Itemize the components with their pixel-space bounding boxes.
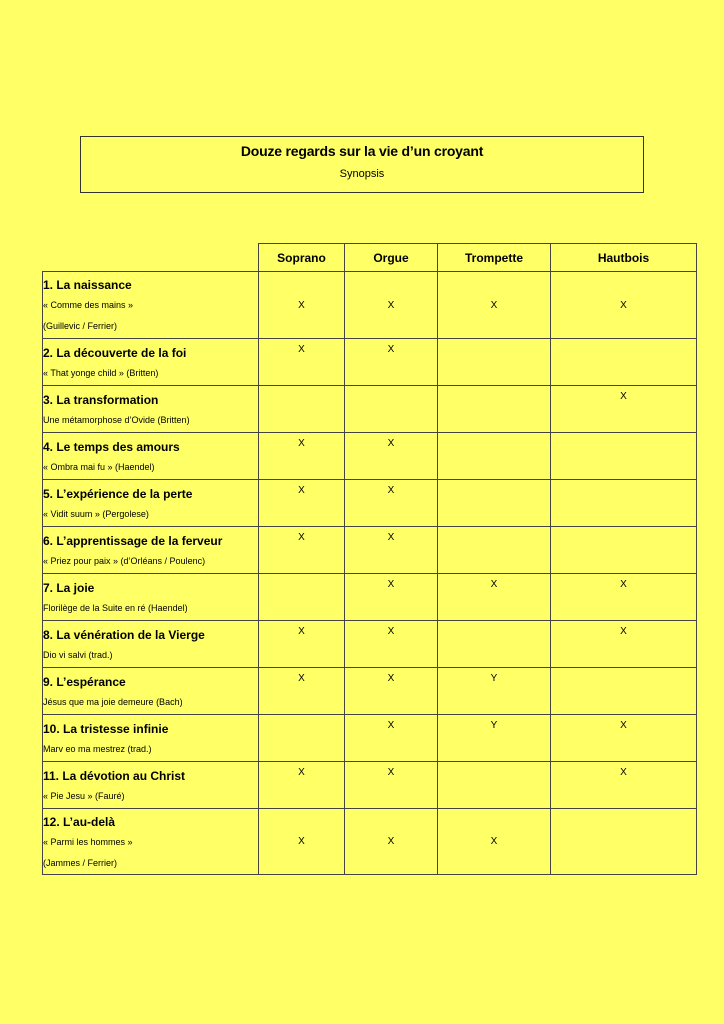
mark-orgue: X	[345, 527, 438, 574]
piece-subtitle: « Ombra mai fu » (Haendel)	[43, 461, 155, 472]
mark-trompette: Y	[438, 715, 551, 762]
mark-trompette	[438, 339, 551, 386]
mark-trompette	[438, 762, 551, 809]
piece-subtitle: Marv eo ma mestrez (trad.)	[43, 743, 152, 754]
piece-cell	[43, 339, 259, 386]
piece-title: 2. La découverte de la foi	[43, 345, 187, 360]
table-row	[43, 433, 697, 480]
table-header-row	[43, 244, 697, 272]
mark-trompette: Y	[438, 668, 551, 715]
piece-cell	[43, 621, 259, 668]
mark-hautbois	[551, 809, 697, 875]
table-row	[43, 386, 697, 433]
mark-hautbois	[551, 480, 697, 527]
piece-title: 11. La dévotion au Christ	[43, 768, 186, 783]
mark-soprano: X	[259, 762, 345, 809]
piece-cell	[43, 762, 259, 809]
column-header-orgue: Orgue	[345, 244, 438, 272]
mark-orgue: X	[345, 339, 438, 386]
synopsis-table	[42, 243, 697, 875]
mark-hautbois	[551, 433, 697, 480]
table-row	[43, 339, 697, 386]
mark-soprano	[259, 715, 345, 762]
table-row	[43, 715, 697, 762]
mark-trompette	[438, 480, 551, 527]
mark-soprano: X	[259, 809, 345, 875]
table-row	[43, 527, 697, 574]
mark-hautbois	[551, 339, 697, 386]
piece-cell	[43, 715, 259, 762]
piece-subtitle: Une métamorphose d’Ovide (Britten)	[43, 414, 190, 425]
mark-hautbois: X	[551, 621, 697, 668]
piece-subtitle: Dio vi salvi (trad.)	[43, 649, 113, 660]
document-title: Douze regards sur la vie d’un croyant	[240, 143, 484, 159]
table-row	[43, 272, 697, 339]
table-row	[43, 480, 697, 527]
table-row	[43, 809, 697, 875]
mark-hautbois: X	[551, 386, 697, 433]
mark-orgue: X	[345, 621, 438, 668]
table-row	[43, 574, 697, 621]
mark-hautbois: X	[551, 574, 697, 621]
piece-credits: (Jammes / Ferrier)	[43, 857, 117, 868]
piece-cell	[43, 527, 259, 574]
piece-subtitle: « Vidit suum » (Pergolese)	[43, 508, 149, 519]
piece-subtitle: Florilège de la Suite en ré (Haendel)	[43, 602, 188, 613]
piece-subtitle: Jésus que ma joie demeure (Bach)	[43, 696, 183, 707]
piece-subtitle: « Pie Jesu » (Fauré)	[43, 790, 125, 801]
column-header-trompette: Trompette	[438, 244, 551, 272]
mark-hautbois: X	[551, 272, 697, 339]
column-header-soprano: Soprano	[259, 244, 345, 272]
mark-orgue: X	[345, 668, 438, 715]
table-row	[43, 621, 697, 668]
piece-cell	[43, 433, 259, 480]
piece-subtitle: « That yonge child » (Britten)	[43, 367, 159, 378]
mark-soprano: X	[259, 339, 345, 386]
mark-hautbois	[551, 668, 697, 715]
piece-title: 10. La tristesse infinie	[43, 721, 169, 736]
mark-trompette	[438, 527, 551, 574]
mark-soprano: X	[259, 621, 345, 668]
document-subtitle: Synopsis	[339, 168, 385, 180]
piece-subtitle: « Priez pour paix » (d’Orléans / Poulenc)	[43, 555, 206, 566]
piece-cell	[43, 668, 259, 715]
mark-orgue: X	[345, 809, 438, 875]
table-row	[43, 668, 697, 715]
mark-trompette	[438, 386, 551, 433]
mark-trompette	[438, 433, 551, 480]
mark-orgue: X	[345, 480, 438, 527]
mark-orgue: X	[345, 715, 438, 762]
piece-cell	[43, 809, 259, 875]
mark-trompette: X	[438, 272, 551, 339]
mark-orgue: X	[345, 272, 438, 339]
piece-title: 7. La joie	[43, 580, 95, 595]
piece-title: 8. La vénération de la Vierge	[43, 627, 205, 642]
piece-cell	[43, 272, 259, 339]
mark-trompette: X	[438, 574, 551, 621]
header-blank-cell	[43, 244, 259, 272]
piece-title: 1. La naissance	[43, 278, 132, 292]
mark-hautbois: X	[551, 715, 697, 762]
piece-title: 12. L’au-delà	[43, 814, 116, 829]
piece-cell	[43, 574, 259, 621]
piece-subtitle: « Comme des mains »	[43, 300, 134, 310]
table-row	[43, 762, 697, 809]
mark-soprano: X	[259, 433, 345, 480]
mark-soprano: X	[259, 527, 345, 574]
mark-orgue	[345, 386, 438, 433]
piece-cell	[43, 480, 259, 527]
mark-soprano: X	[259, 480, 345, 527]
piece-subtitle: « Parmi les hommes »	[43, 836, 133, 847]
piece-title: 6. L’apprentissage de la ferveur	[43, 533, 223, 548]
mark-orgue: X	[345, 433, 438, 480]
mark-trompette: X	[438, 809, 551, 875]
mark-orgue: X	[345, 762, 438, 809]
piece-title: 9. L’espérance	[43, 674, 126, 689]
mark-hautbois	[551, 527, 697, 574]
mark-hautbois: X	[551, 762, 697, 809]
column-header-hautbois: Hautbois	[551, 244, 697, 272]
piece-cell	[43, 386, 259, 433]
mark-soprano	[259, 386, 345, 433]
mark-orgue: X	[345, 574, 438, 621]
mark-soprano	[259, 574, 345, 621]
piece-title: 4. Le temps des amours	[43, 439, 180, 454]
piece-credits: (Guillevic / Ferrier)	[43, 321, 118, 331]
piece-title: 3. La transformation	[43, 392, 159, 407]
mark-soprano: X	[259, 272, 345, 339]
mark-trompette	[438, 621, 551, 668]
piece-title: 5. L’expérience de la perte	[43, 486, 193, 501]
title-box	[80, 136, 644, 193]
mark-soprano: X	[259, 668, 345, 715]
